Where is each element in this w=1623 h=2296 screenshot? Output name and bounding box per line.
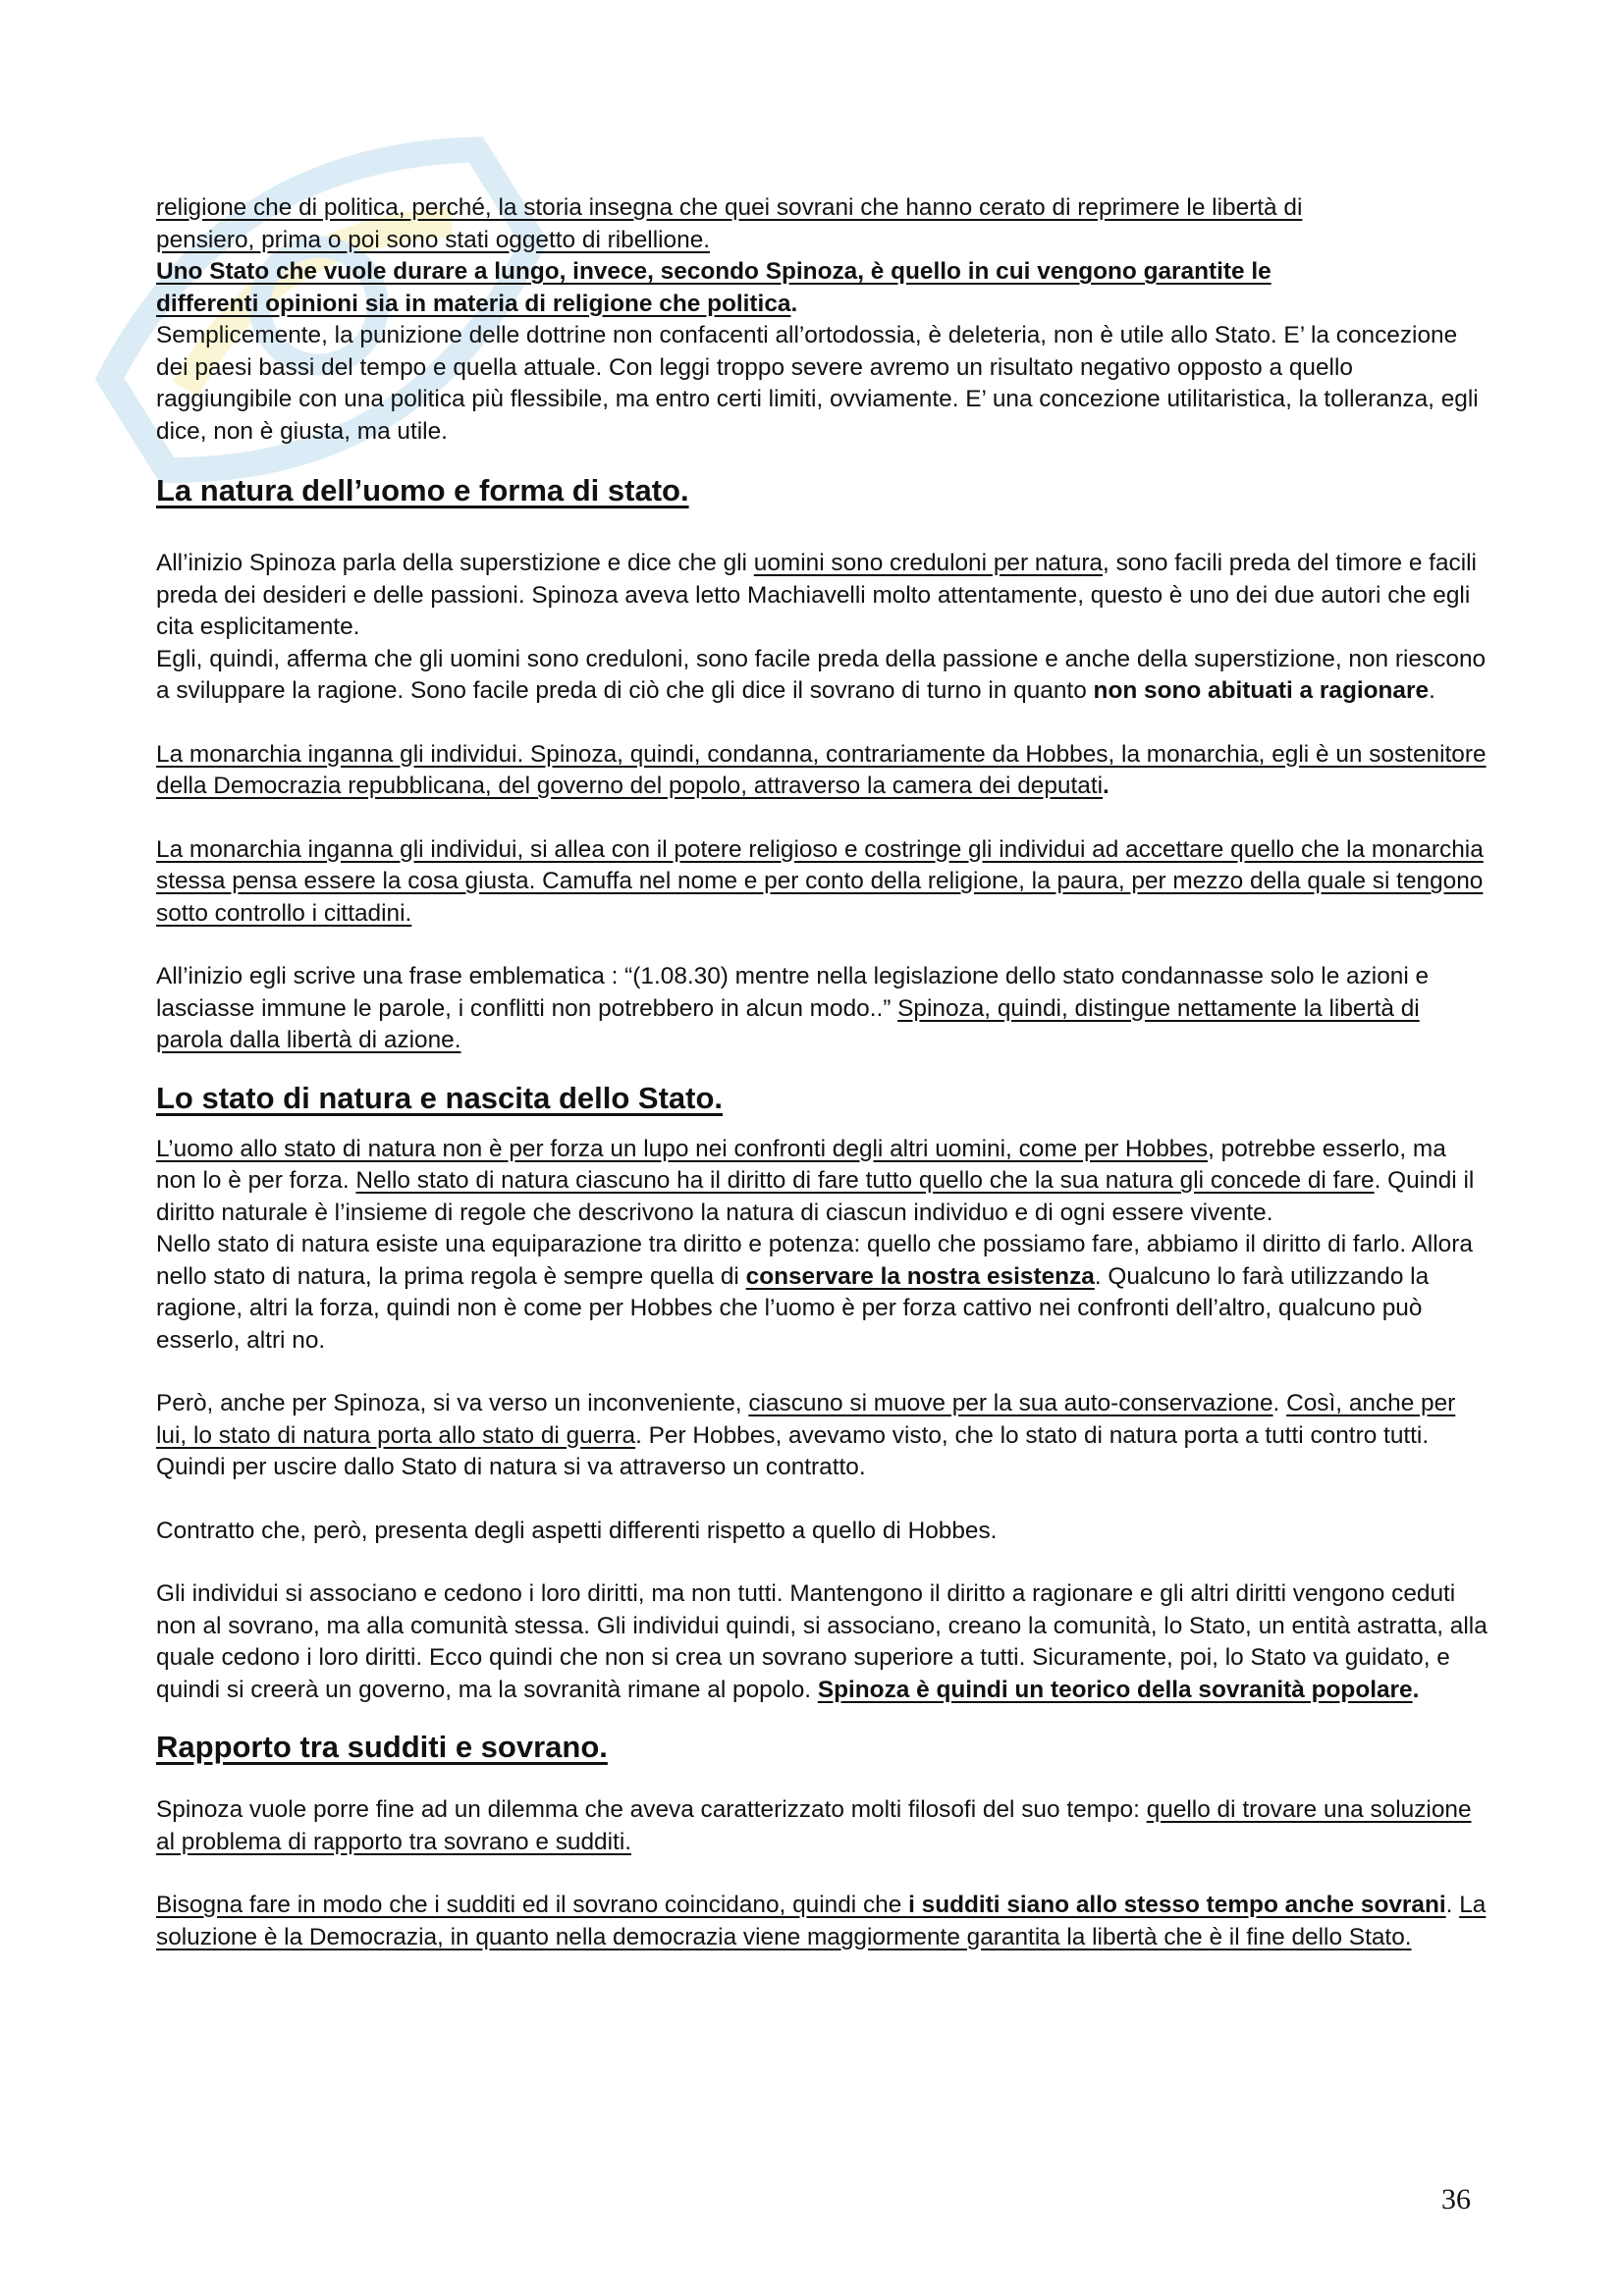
page-number: 36 bbox=[1441, 2183, 1471, 2216]
section-title-stato-natura: Lo stato di natura e nascita dello Stato. bbox=[156, 1080, 724, 1115]
s1-paragraph-3: La monarchia inganna gli individui. Spinoza, quindi, condanna, contrariamente da Hobbes, la monarchia, egli è un sostenitore della Democrazia repubblicana, del governo del popolo, attraverso la camera dei deputati. bbox=[156, 740, 1487, 799]
document-page bbox=[156, 192, 1491, 1953]
section-title-natura-uomo: La natura dell’uomo e forma di stato. bbox=[156, 473, 689, 507]
s2-paragraph-1: L’uomo allo stato di natura non è per forza un lupo nei confronti degli altri uomini, come per Hobbes, potrebbe esserlo, ma non lo è per forza. Nello stato di natura ciascuno ha il diritto di fare tutto quello che la sua natura gli concede di fare. Quindi il diritto naturale è l’insieme di regole che descrivono la natura di ciascun individuo e di ogni essere vivente. bbox=[156, 1135, 1475, 1226]
s2-paragraph-5: Gli individui si associano e cedono i loro diritti, ma non tutti. Mantengono il diritto a ragionare e gli altri diritti vengono ceduti non al sovrano, ma alla comunità stessa. Gli individui quindi, si associano, creano la comunità, lo Stato, un entità astratta, alla quale cedono i loro diritti. Ecco quindi che non si crea un sovrano superiore a tutti. Sicuramente, poi, lo Stato va guidato, e quindi si creerà un governo, ma la sovranità rimane al popolo. Spinoza è quindi un teorico della sovranità popolare. bbox=[156, 1580, 1488, 1703]
s2-paragraph-2: Nello stato di natura esiste una equiparazione tra diritto e potenza: quello che possiamo fare, abbiamo il diritto di farlo. Allora nello stato di natura, la prima regola è sempre quella di conservare la nostra esistenza. Qualcuno lo farà utilizzando la ragione, altri la forza, quindi non è come per Hobbes che l’uomo è per forza cattivo nei confronti dell’altro, qualcuno può esserlo, altri no. bbox=[156, 1231, 1473, 1354]
intro-thesis-2: differenti opinioni sia in materia di religione che politica. bbox=[156, 290, 798, 317]
intro-line-1: religione che di politica, perché, la storia insegna che quei sovrani che hanno cerato di reprimere le libertà di bbox=[156, 194, 1303, 221]
s3-paragraph-2: Bisogna fare in modo che i sudditi ed il sovrano coincidano, quindi che i sudditi siano allo stesso tempo anche sovrani. La soluzione è la Democrazia, in quanto nella democrazia viene maggiormente garantita la libertà che è il fine dello Stato. bbox=[156, 1892, 1487, 1950]
intro-thesis-1: Uno Stato che vuole durare a lungo, invece, secondo Spinoza, è quello in cui vengono garantite le bbox=[156, 258, 1271, 285]
s3-paragraph-1: Spinoza vuole porre fine ad un dilemma che aveva caratterizzato molti filosofi del suo tempo: quello di trovare una soluzione al problema di rapporto tra sovrano e sudditi. bbox=[156, 1796, 1472, 1855]
intro-line-2: pensiero, prima o poi sono stati oggetto di ribellione. bbox=[156, 226, 711, 253]
s1-paragraph-4: La monarchia inganna gli individui, si allea con il potere religioso e costringe gli individui ad accettare quello che la monarchia stessa pensa essere la cosa giusta. Camuffa nel nome e per conto della religione, la paura, per mezzo della quale si tengono sotto controllo i cittadini. bbox=[156, 835, 1484, 927]
s2-paragraph-4: Contratto che, però, presenta degli aspetti differenti rispetto a quello di Hobbes. bbox=[156, 1517, 998, 1544]
s1-paragraph-2: Egli, quindi, afferma che gli uomini sono creduloni, sono facile preda della passione e anche della superstizione, non riescono a sviluppare la ragione. Sono facile preda di ciò che gli dice il sovrano di turno in quanto non sono abituati a ragionare. bbox=[156, 645, 1487, 704]
s1-paragraph-5: All’inizio egli scrive una frase emblematica : “(1.08.30) mentre nella legislazione dello stato condannasse solo le azioni e lasciasse immune le parole, i conflitti non potrebbero in alcun modo..” Spinoza, quindi, distingue nettamente la libertà di parola dalla libertà di azione. bbox=[156, 963, 1430, 1053]
s2-paragraph-3: Però, anche per Spinoza, si va verso un inconveniente, ciascuno si muove per la sua auto-conservazione. Così, anche per lui, lo stato di natura porta allo stato di guerra. Per Hobbes, avevamo visto, che lo stato di natura porta a tutti contro tutti. Quindi per uscire dallo Stato di natura si va attraverso un contratto. bbox=[156, 1390, 1456, 1480]
section-title-sudditi-sovrano: Rapporto tra sudditi e sovrano. bbox=[156, 1730, 608, 1764]
s1-paragraph-1: All’inizio Spinoza parla della superstizione e dice che gli uomini sono creduloni per natura, sono facili preda del timore e facili preda dei desideri e delle passioni. Spinoza aveva letto Machiavelli molto attentamente, questo è uno dei due autori che egli cita esplicitamente. bbox=[156, 550, 1477, 640]
intro-paragraph-2: Semplicemente, la punizione delle dottrine non confacenti all’ortodossia, è deleteria, non è utile allo Stato. E’ la concezione dei paesi bassi del tempo e quella attuale. Con leggi troppo severe avremo un risultato negativo opposto a quello raggiungibile con una politica più flessibile, ma entro certi limiti, ovviamente. E’ una concezione utilitaristica, la tolleranza, egli dice, non è giusta, ma utile. bbox=[156, 322, 1479, 445]
